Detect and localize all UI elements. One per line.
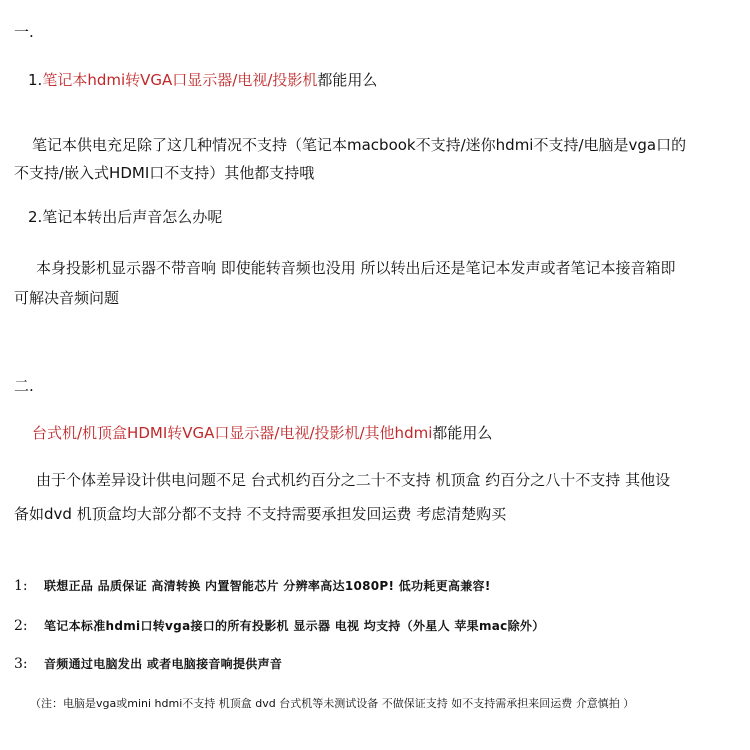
feature-item-1 <box>14 575 491 596</box>
section-one-marker: 一. <box>14 23 34 41</box>
paragraph-one-line-1: 笔记本供电充足除了这几种情况不支持（笔记本macbook不支持/迷你hdmi不支持/电脑是vga口的 <box>32 136 687 154</box>
heading-highlight: 笔记本hdmi转VGA口显示器/电视/投影机 <box>42 71 318 89</box>
paragraph-one-line-2: 不支持/嵌入式HDMI口不支持）其他都支持哦 <box>14 164 315 182</box>
paragraph-two-line-1: 本身投影机显示器不带音响 即使能转音频也没用 所以转出后还是笔记本发声或者笔记本接音箱即 <box>36 259 676 277</box>
disclaimer-note: （注：电脑是vga或mini hdmi不支持 机顶盒 dvd 台式机等未测试设备 不做保证支持 如不支持需承担来回运费 介意慎拍 ） <box>30 697 635 710</box>
paragraph-two-line-2: 可解决音频问题 <box>14 289 120 307</box>
feature-item-2 <box>14 615 545 636</box>
heading-highlight: 台式机/机顶盒HDMI转VGA口显示器/电视/投影机/其他hdmi <box>32 424 433 442</box>
section-two-heading <box>32 423 492 443</box>
feature-text: 笔记本标准hdmi口转vga接口的所有投影机 显示器 电视 均支持（外星人 苹果mac除外） <box>44 619 545 633</box>
section-one-heading <box>28 70 377 90</box>
feature-text: 音频通过电脑发出 或者电脑接音响提供声音 <box>44 657 283 671</box>
paragraph-three-line-1: 由于个体差异设计供电问题不足 台式机约百分之二十不支持 机顶盒 约百分之八十不支持 其他设 <box>36 471 671 489</box>
heading-number: 1. <box>28 71 43 89</box>
feature-number: 1: <box>14 578 28 594</box>
feature-number: 3: <box>14 656 28 672</box>
feature-item-3 <box>14 653 282 674</box>
feature-number: 2: <box>14 618 28 634</box>
feature-text: 联想正品 品质保证 高清转换 内置智能芯片 分辨率高达1080P! 低功耗更高兼容! <box>44 579 491 593</box>
paragraph-three-line-2: 备如dvd 机顶盒均大部分都不支持 不支持需要承担发回运费 考虑清楚购买 <box>14 505 507 523</box>
section-two-marker: 二. <box>14 377 34 395</box>
heading-suffix: 都能用么 <box>432 424 493 442</box>
question-two: 2.笔记本转出后声音怎么办呢 <box>28 208 223 226</box>
heading-suffix: 都能用么 <box>317 71 378 89</box>
